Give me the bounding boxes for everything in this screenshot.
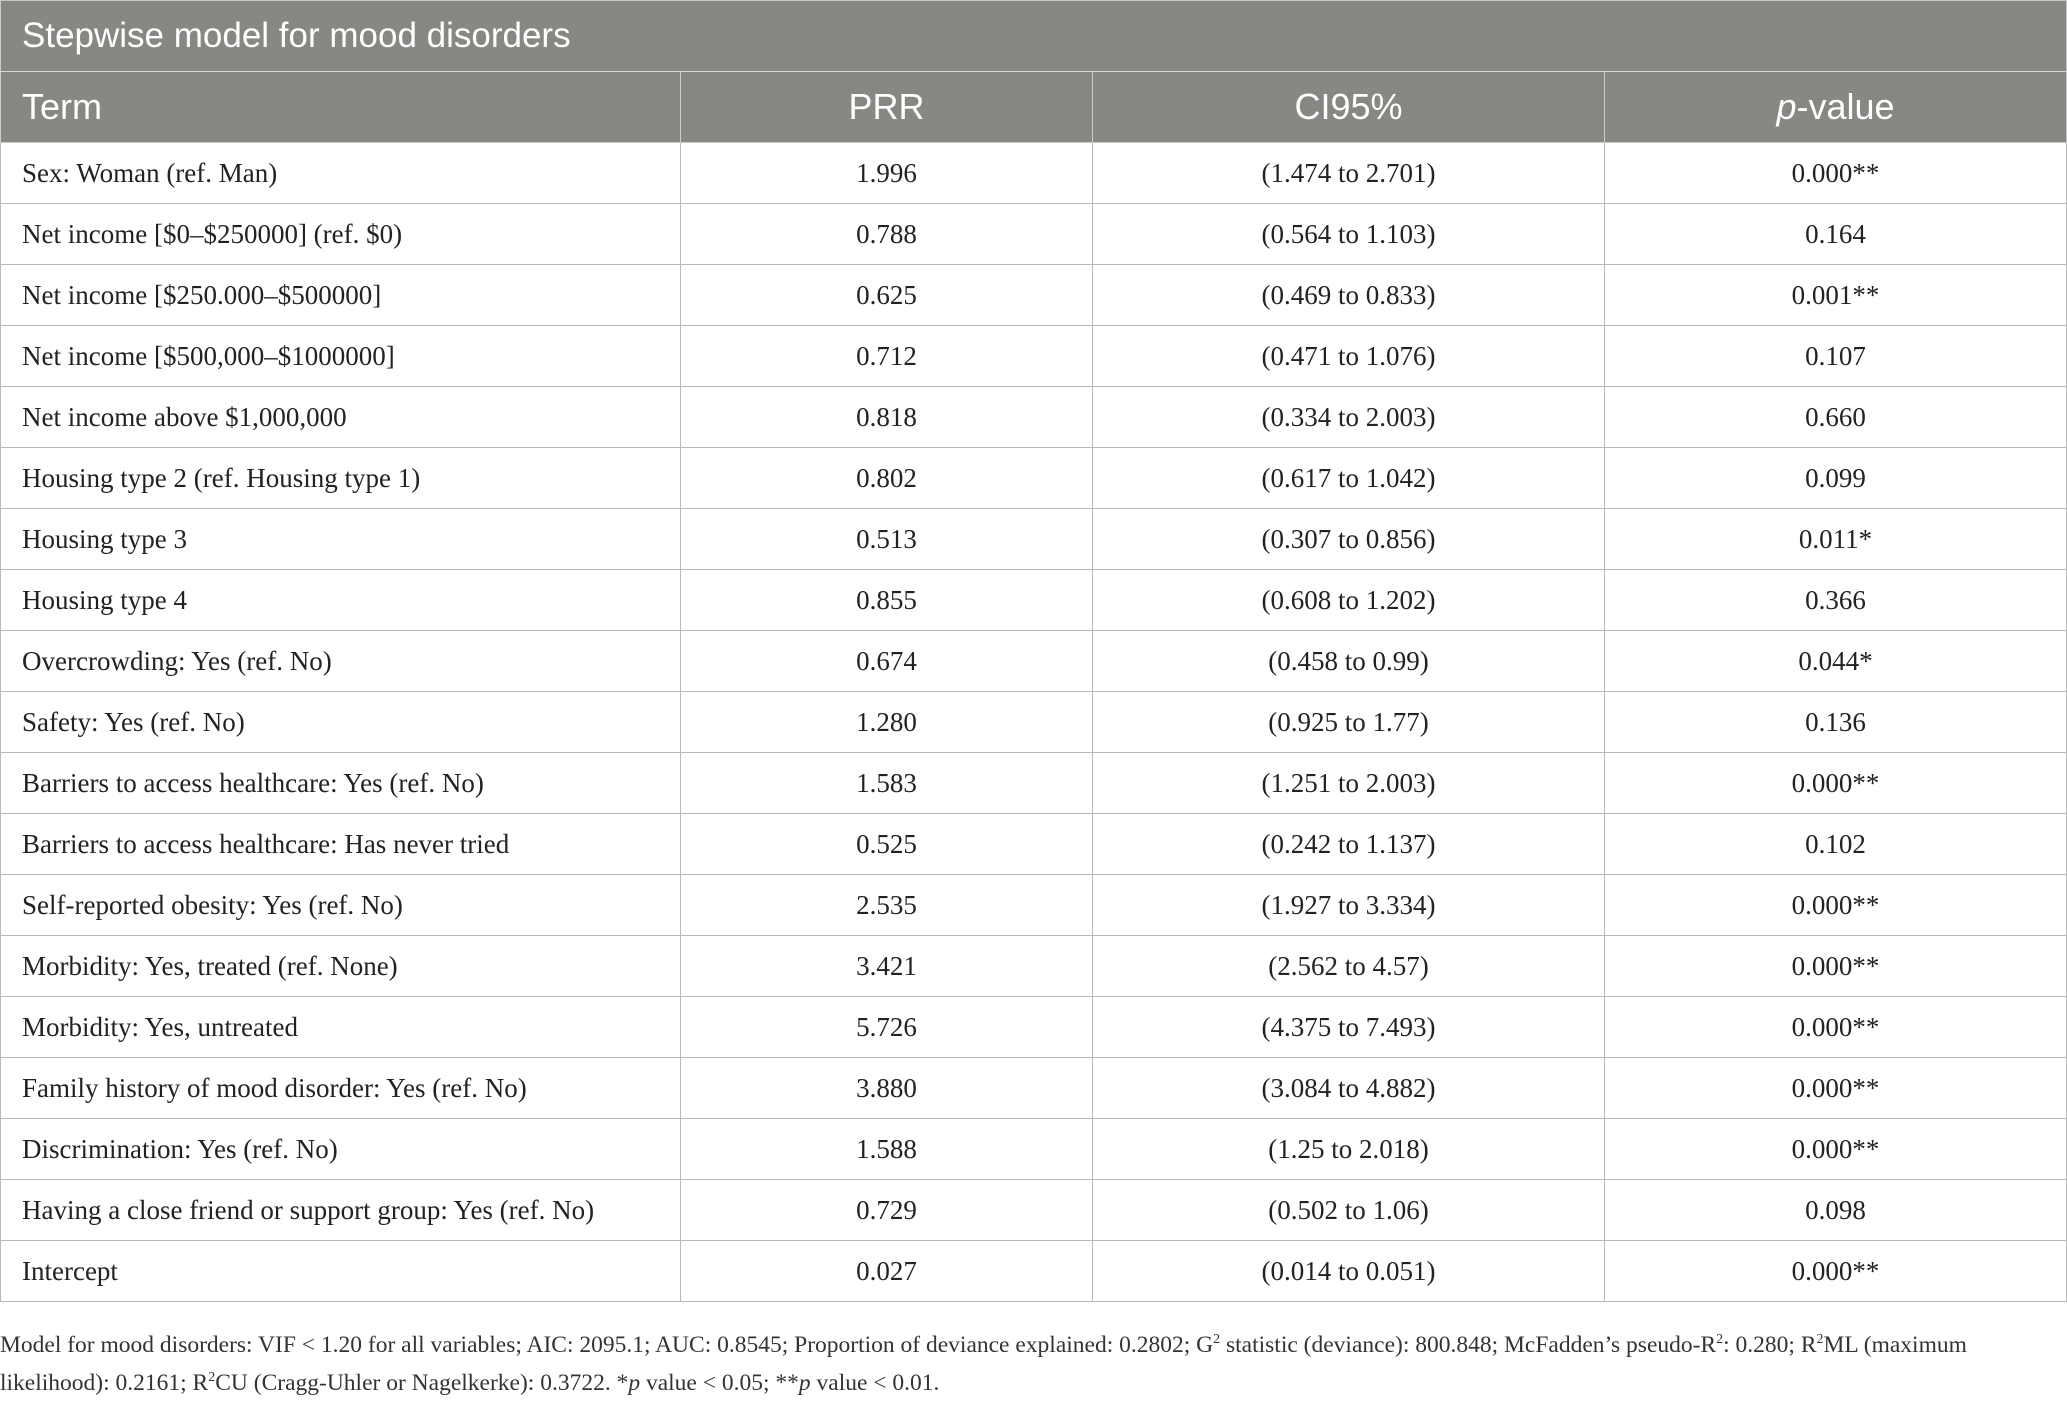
cell-term: Intercept <box>1 1241 681 1302</box>
cell-p-value: 0.000** <box>1605 753 2067 814</box>
cell-term: Self-reported obesity: Yes (ref. No) <box>1 875 681 936</box>
footnote-italic-p-1: p <box>628 1370 641 1396</box>
table-caption-row <box>1 1 2067 72</box>
table-row <box>1 1119 2067 1180</box>
cell-prr: 0.625 <box>681 265 1093 326</box>
table-row <box>1 1241 2067 1302</box>
cell-prr: 0.818 <box>681 387 1093 448</box>
cell-prr: 3.880 <box>681 1058 1093 1119</box>
cell-term: Barriers to access healthcare: Yes (ref. No) <box>1 753 681 814</box>
table-row <box>1 814 2067 875</box>
cell-prr: 0.027 <box>681 1241 1093 1302</box>
footnote-sup-4: 2 <box>208 1370 216 1386</box>
cell-p-value: 0.098 <box>1605 1180 2067 1241</box>
cell-ci95: (0.608 to 1.202) <box>1093 570 1605 631</box>
table-row <box>1 1058 2067 1119</box>
table-title: Stepwise model for mood disorders <box>1 1 2067 72</box>
cell-p-value: 0.000** <box>1605 936 2067 997</box>
cell-p-value: 0.000** <box>1605 1058 2067 1119</box>
cell-term: Net income above $1,000,000 <box>1 387 681 448</box>
cell-ci95: (0.014 to 0.051) <box>1093 1241 1605 1302</box>
cell-prr: 0.525 <box>681 814 1093 875</box>
cell-term: Sex: Woman (ref. Man) <box>1 143 681 204</box>
cell-term: Discrimination: Yes (ref. No) <box>1 1119 681 1180</box>
column-header-p-value <box>1605 72 2067 143</box>
cell-p-value: 0.044* <box>1605 631 2067 692</box>
table-header-row <box>1 72 2067 143</box>
p-value-header-suffix: -value <box>1796 86 1895 127</box>
column-header-prr: PRR <box>681 72 1093 143</box>
cell-prr: 0.788 <box>681 204 1093 265</box>
cell-p-value: 0.366 <box>1605 570 2067 631</box>
cell-prr: 0.712 <box>681 326 1093 387</box>
footnote-sup-2: 2 <box>1716 1332 1724 1348</box>
cell-prr: 0.855 <box>681 570 1093 631</box>
cell-ci95: (0.242 to 1.137) <box>1093 814 1605 875</box>
cell-term: Morbidity: Yes, treated (ref. None) <box>1 936 681 997</box>
table-row <box>1 509 2067 570</box>
cell-term: Net income [$500,000–$1000000] <box>1 326 681 387</box>
cell-term: Net income [$250.000–$500000] <box>1 265 681 326</box>
cell-term: Overcrowding: Yes (ref. No) <box>1 631 681 692</box>
footnote-text-4: ML (maximum likelihood): 0.2161; R <box>0 1332 1967 1396</box>
cell-p-value: 0.000** <box>1605 143 2067 204</box>
table-row <box>1 875 2067 936</box>
cell-ci95: (0.617 to 1.042) <box>1093 448 1605 509</box>
footnote-text-2: statistic (deviance): 800.848; McFadden’s pseudo-R <box>1220 1332 1717 1358</box>
cell-term: Barriers to access healthcare: Has never tried <box>1 814 681 875</box>
cell-ci95: (0.564 to 1.103) <box>1093 204 1605 265</box>
cell-prr: 1.583 <box>681 753 1093 814</box>
column-header-ci95: CI95% <box>1093 72 1605 143</box>
cell-ci95: (2.562 to 4.57) <box>1093 936 1605 997</box>
table-row <box>1 326 2067 387</box>
table-row <box>1 1180 2067 1241</box>
cell-p-value: 0.000** <box>1605 997 2067 1058</box>
column-header-term: Term <box>1 72 681 143</box>
table-footnote <box>0 1326 2060 1402</box>
cell-ci95: (0.502 to 1.06) <box>1093 1180 1605 1241</box>
cell-p-value: 0.660 <box>1605 387 2067 448</box>
table-row <box>1 204 2067 265</box>
cell-term: Having a close friend or support group: Yes (ref. No) <box>1 1180 681 1241</box>
cell-prr: 3.421 <box>681 936 1093 997</box>
cell-ci95: (0.307 to 0.856) <box>1093 509 1605 570</box>
cell-ci95: (1.25 to 2.018) <box>1093 1119 1605 1180</box>
footnote-sup-3: 2 <box>1816 1332 1824 1348</box>
cell-term: Safety: Yes (ref. No) <box>1 692 681 753</box>
cell-ci95: (1.251 to 2.003) <box>1093 753 1605 814</box>
cell-prr: 2.535 <box>681 875 1093 936</box>
cell-p-value: 0.011* <box>1605 509 2067 570</box>
cell-prr: 0.729 <box>681 1180 1093 1241</box>
cell-term: Housing type 3 <box>1 509 681 570</box>
cell-term: Family history of mood disorder: Yes (ref. No) <box>1 1058 681 1119</box>
cell-prr: 0.513 <box>681 509 1093 570</box>
table-row <box>1 997 2067 1058</box>
footnote-text-3: : 0.280; R <box>1723 1332 1817 1358</box>
cell-ci95: (0.471 to 1.076) <box>1093 326 1605 387</box>
table-row <box>1 753 2067 814</box>
footnote-italic-p-2: p <box>798 1370 811 1396</box>
cell-p-value: 0.000** <box>1605 875 2067 936</box>
cell-prr: 1.996 <box>681 143 1093 204</box>
cell-p-value: 0.102 <box>1605 814 2067 875</box>
cell-ci95: (3.084 to 4.882) <box>1093 1058 1605 1119</box>
cell-ci95: (0.925 to 1.77) <box>1093 692 1605 753</box>
footnote-text-7: value < 0.01. <box>810 1370 940 1396</box>
table-body <box>1 143 2067 1302</box>
table-row <box>1 936 2067 997</box>
table-row <box>1 265 2067 326</box>
cell-term: Morbidity: Yes, untreated <box>1 997 681 1058</box>
cell-prr: 0.674 <box>681 631 1093 692</box>
cell-ci95: (0.334 to 2.003) <box>1093 387 1605 448</box>
footnote-text-6: value < 0.05; ** <box>640 1370 799 1396</box>
cell-ci95: (1.927 to 3.334) <box>1093 875 1605 936</box>
table-row <box>1 692 2067 753</box>
cell-p-value: 0.000** <box>1605 1119 2067 1180</box>
cell-ci95: (0.469 to 0.833) <box>1093 265 1605 326</box>
cell-term: Housing type 4 <box>1 570 681 631</box>
table-row <box>1 387 2067 448</box>
cell-prr: 1.588 <box>681 1119 1093 1180</box>
cell-p-value: 0.107 <box>1605 326 2067 387</box>
cell-p-value: 0.001** <box>1605 265 2067 326</box>
table-row <box>1 448 2067 509</box>
cell-prr: 1.280 <box>681 692 1093 753</box>
cell-ci95: (0.458 to 0.99) <box>1093 631 1605 692</box>
table-row <box>1 631 2067 692</box>
cell-ci95: (4.375 to 7.493) <box>1093 997 1605 1058</box>
cell-p-value: 0.136 <box>1605 692 2067 753</box>
cell-term: Housing type 2 (ref. Housing type 1) <box>1 448 681 509</box>
table-row <box>1 143 2067 204</box>
p-value-header-italic: p <box>1776 86 1797 127</box>
cell-ci95: (1.474 to 2.701) <box>1093 143 1605 204</box>
cell-p-value: 0.000** <box>1605 1241 2067 1302</box>
footnote-text-1: Model for mood disorders: VIF < 1.20 for all variables; AIC: 2095.1; AUC: 0.8545; Proportion of deviance explained: 0.2802; G <box>0 1332 1214 1358</box>
cell-prr: 5.726 <box>681 997 1093 1058</box>
cell-p-value: 0.164 <box>1605 204 2067 265</box>
cell-prr: 0.802 <box>681 448 1093 509</box>
cell-p-value: 0.099 <box>1605 448 2067 509</box>
cell-term: Net income [$0–$250000] (ref. $0) <box>1 204 681 265</box>
footnote-text-5: CU (Cragg-Uhler or Nagelkerke): 0.3722. * <box>215 1370 629 1396</box>
footnote-sup-1: 2 <box>1213 1332 1221 1348</box>
table-row <box>1 570 2067 631</box>
